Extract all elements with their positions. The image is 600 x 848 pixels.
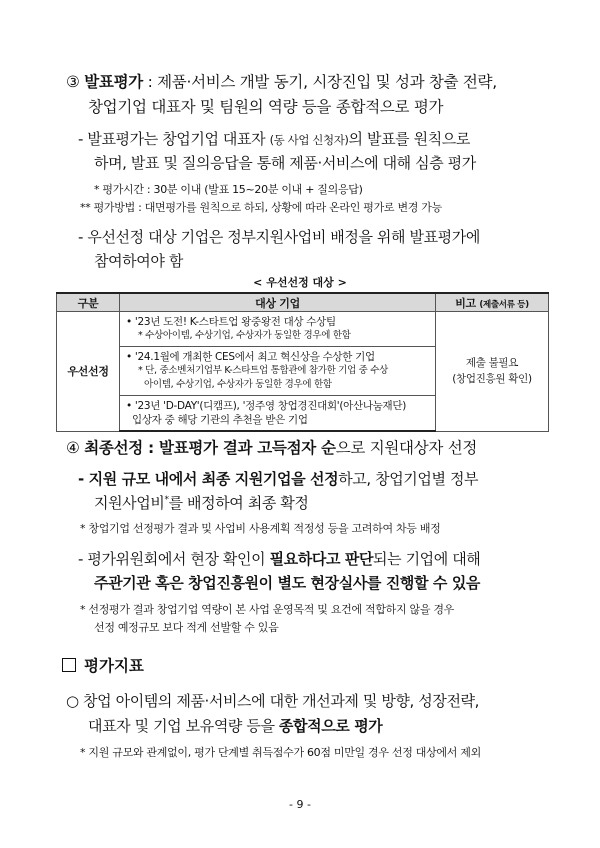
target-cell-1 — [120, 312, 436, 347]
target-2-sub-1: * 단, 중소벤처기업부 K-스타트업 통합관에 참가한 기업 중 수상 — [138, 365, 389, 376]
category-cell: 우선선정 — [57, 312, 120, 432]
sec3-bullet2-line2: 참여하여야 함 — [94, 252, 183, 270]
target-cell-3 — [120, 396, 436, 432]
criteria-text: 대표자 및 기업 보유역량 등을 — [88, 717, 279, 735]
sec4-bullet1-text2: 지원사업비 — [94, 494, 165, 512]
sec3-desc-2: 창업기업 대표자 및 팀원의 역량 등을 종합적으로 평가 — [88, 98, 444, 116]
sec4-bullet1-line1 — [78, 468, 478, 489]
footnote-mark: * — [164, 495, 169, 505]
sec4-bullet2-line2 — [94, 572, 480, 593]
sec3-note1: * 평가시간 : 30분 이내 (발표 15~20분 이내 + 질의응답) — [94, 183, 363, 196]
criteria-line1: ○ 창업 아이템의 제품·서비스에 대한 개선과제 및 방향, 성장전략, — [66, 692, 479, 710]
sec3-bullet1-text-b: 의 발표를 원칙으로 — [348, 130, 470, 148]
section-title: 평가지표 — [84, 657, 144, 675]
target-cell-2 — [120, 347, 436, 396]
sec3-desc-1: : 제품·서비스 개발 동기, 시장진입 및 성과 창출 전략, — [142, 73, 497, 91]
col-header-target: 대상 기업 — [120, 293, 436, 312]
section-heading — [62, 654, 144, 676]
sec4-bullet2-text-b: 되는 기업에 대해 — [373, 550, 481, 568]
target-1-sub: * 수상아이템, 수상기업, 수상자가 동일한 경우에 한함 — [138, 330, 351, 341]
sec3-title: 발표평가 — [84, 73, 143, 91]
sec3-bullet1-small: (동 사업 신청자) — [269, 133, 349, 147]
note-line-1: 제출 불필요 — [465, 357, 519, 370]
sec3-bullet1-line2: 하며, 발표 및 질의응답을 통해 제품·서비스에 대해 심층 평가 — [94, 154, 476, 172]
sec4-number: ④ — [66, 439, 80, 457]
sec3-title-line — [66, 70, 497, 92]
checkbox-square-icon — [62, 658, 76, 672]
priority-table — [56, 292, 549, 432]
sec3-number: ③ — [66, 73, 80, 91]
sec4-note2-line2: 선정 예정규모 보다 적게 선발할 수 있음 — [94, 621, 279, 634]
sec4-title-rest: 으로 지원대상자 선정 — [335, 439, 478, 457]
sec4-bullet1-text2b: 를 배정하여 최종 확정 — [168, 494, 309, 512]
sec4-bullet2-bold: 필요하다고 판단 — [269, 550, 374, 568]
sec4-note2-line1: * 선정평가 결과 창업기업 역량이 본 사업 운영목적 및 요건에 적합하지 않을 경우 — [80, 603, 454, 616]
note-line-2: (창업진흥원 확인) — [452, 373, 532, 386]
target-2-sub-2: 아이템, 수상기업, 수상자가 동일한 경우에 한함 — [144, 379, 332, 390]
sec3-note2: ** 평가방법 : 대면평가를 원칙으로 하되, 상황에 따라 온라인 평가로 변경 가능 — [80, 201, 442, 214]
note-cell — [436, 312, 549, 432]
sec4-bullet2-line1 — [78, 548, 480, 569]
target-3-line-2: 입상자 중 해당 기관의 추천을 받은 기업 — [132, 414, 308, 426]
sec3-bullet2-line1: - 우선선정 대상 기업은 정부지원사업비 배정을 위해 발표평가에 — [78, 228, 480, 246]
sec4-title: 최종선정 : 발표평가 결과 고득점자 순 — [84, 439, 336, 457]
sec4-bullet2-bold-2: 주관기관 혹은 창업진흥원이 별도 현장실사를 진행할 수 있음 — [94, 574, 481, 592]
sec4-note1: * 창업기업 선정평가 결과 및 사업비 사용계획 적정성 등을 고려하여 차등 배정 — [80, 522, 441, 535]
page-number: - 9 - — [289, 798, 311, 811]
col-header-note: 비고 (제출서류 등) — [436, 293, 549, 312]
table-caption: < 우선선정 대상 > — [253, 276, 347, 289]
sec3-bullet1-text: - 발표평가는 창업기업 대표자 — [78, 130, 266, 148]
sec4-bullet1-bold: - 지원 규모 내에서 최종 지원기업을 선정 — [78, 470, 339, 488]
sec4-bullet2-text: - 평가위원회에서 현장 확인이 — [78, 550, 270, 568]
target-2-main: • '24.1월에 개최한 CES에서 최고 혁신상을 수상한 기업 — [126, 351, 375, 363]
sec4-bullet1-text: 하고, 창업기업별 정부 — [338, 470, 479, 488]
table-row — [57, 312, 549, 347]
criteria-bold: 종합적으로 평가 — [278, 717, 383, 735]
target-1-main: • '23년 도전! K-스타트업 왕중왕전 대상 수상팀 — [126, 316, 336, 328]
sec3-bullet1-line1 — [78, 128, 470, 149]
target-3-line-1: • '23년 'D-DAY'(디캠프), '정주영 창업경진대회'(아산나눔재단) — [126, 400, 407, 412]
sec4-title-line — [66, 436, 477, 458]
criteria-note: * 지원 규모와 관계없이, 평가 단계별 취득점수가 60점 미만일 경우 선정 대상에서 제외 — [80, 746, 481, 759]
col-header-category: 구분 — [57, 293, 120, 312]
criteria-line2 — [88, 715, 382, 736]
sec4-bullet1-line2 — [94, 492, 308, 513]
